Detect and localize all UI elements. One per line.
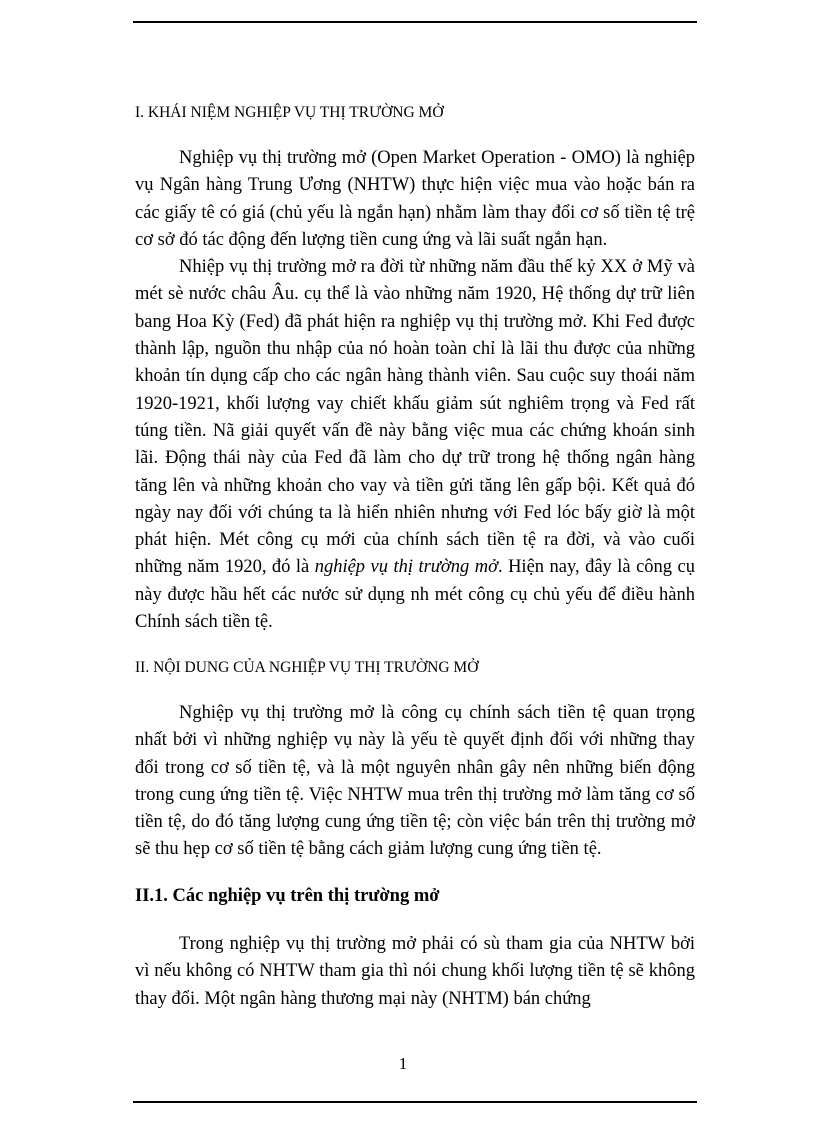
footer-rule: [133, 1101, 697, 1103]
paragraph: Trong nghiệp vụ thị trường mở phải có sù tham gia của NHTW bởi vì nếu không có NHTW tham gia thì nói chung khối lượng tiền tệ sẽ không thay đổi. Một ngân hàng thương mại này (NHTM) bán chứng: [135, 934, 695, 1009]
section-2-body: [135, 700, 695, 864]
page-number: 1: [398, 1054, 408, 1073]
paragraph: Nghiệp vụ thị trường mở là công cụ chính sách tiền tệ quan trọng nhất bởi vì những nghiệp vụ này là yếu tè quyết định đối với những thay đổi trong cơ số tiền tệ, và là một nguyên nhân gây nên những biến động trong cung ứng tiền tệ. Việc NHTW mua trên thị trường mở làm tăng cơ số tiền tệ, do đó tăng lượng cung ứng tiền tệ; còn việc bán trên thị trường mở sẽ thu hẹp cơ số tiền tệ bằng cách giảm lượng cung ứng tiền tệ.: [135, 703, 695, 860]
paragraph-text: . Hiện nay, đây là công cụ này được hầu hết các nước sử dụng nh mét công cụ chủ yếu để điều hành Chính sách tiền tệ.: [135, 557, 695, 633]
subsection-body: [135, 931, 695, 1013]
paragraph-text: Nhiệp vụ thị trường mở ra đời từ những năm đầu thế kỷ XX ở Mỹ và mét sè nước châu Âu. cụ thể là vào những năm 1920, Hệ thống dự trữ liên bang Hoa Kỳ (Fed) đã phát hiện ra nghiệp vụ thị trường mở. Khi Fed được thành lập, nguồn thu nhập của nó hoàn toàn chỉ là lãi thu được của những khoản tín dụng cấp cho các ngân hàng thành viên. Sau cuộc suy thoái năm 1920-1921, khối lượng vay chiết khấu giảm sút nghiêm trọng và Fed rất túng tiền. Nã giải quyết vấn đề này bằng việc mua các chứng khoán sinh lãi. Động thái này của Fed đã làm cho dự trữ trong hệ thống ngân hàng tăng lên và những khoản cho vay và tiền gửi tăng lên gấp bội. Kết quả đó ngày nay đối với chúng ta là hiển nhiên nhưng với Fed lóc bấy giờ là một phát hiện. Mét công cụ mới của chính sách tiền tệ ra đời, và vào cuối những năm 1920, đó là: [135, 257, 695, 578]
section-1-body: [135, 145, 695, 636]
section-heading-1: I. KHÁI NIỆM NGHIỆP VỤ THỊ TRƯỜNG MỞ: [135, 104, 444, 121]
paragraph: [135, 254, 695, 636]
subsection-heading: II.1. Các nghiệp vụ trên thị trường mở: [135, 886, 440, 906]
paragraph: Nghiệp vụ thị trường mở (Open Market Operation - OMO) là nghiệp vụ Ngân hàng Trung Ương (NHTW) thực hiện việc mua vào hoặc bán ra các giấy tê có giá (chủ yếu là ngắn hạn) nhằm làm thay đổi cơ số tiền tệ trệ cơ sở đó tác động đến lượng tiền cung ứng và lãi suất ngắn hạn.: [135, 148, 695, 250]
section-heading-2: II. NỘI DUNG CỦA NGHIỆP VỤ THỊ TRƯỜNG MỞ: [135, 659, 479, 676]
header-rule: [133, 21, 697, 23]
italic-term: nghiệp vụ thị trường mở: [314, 557, 498, 578]
